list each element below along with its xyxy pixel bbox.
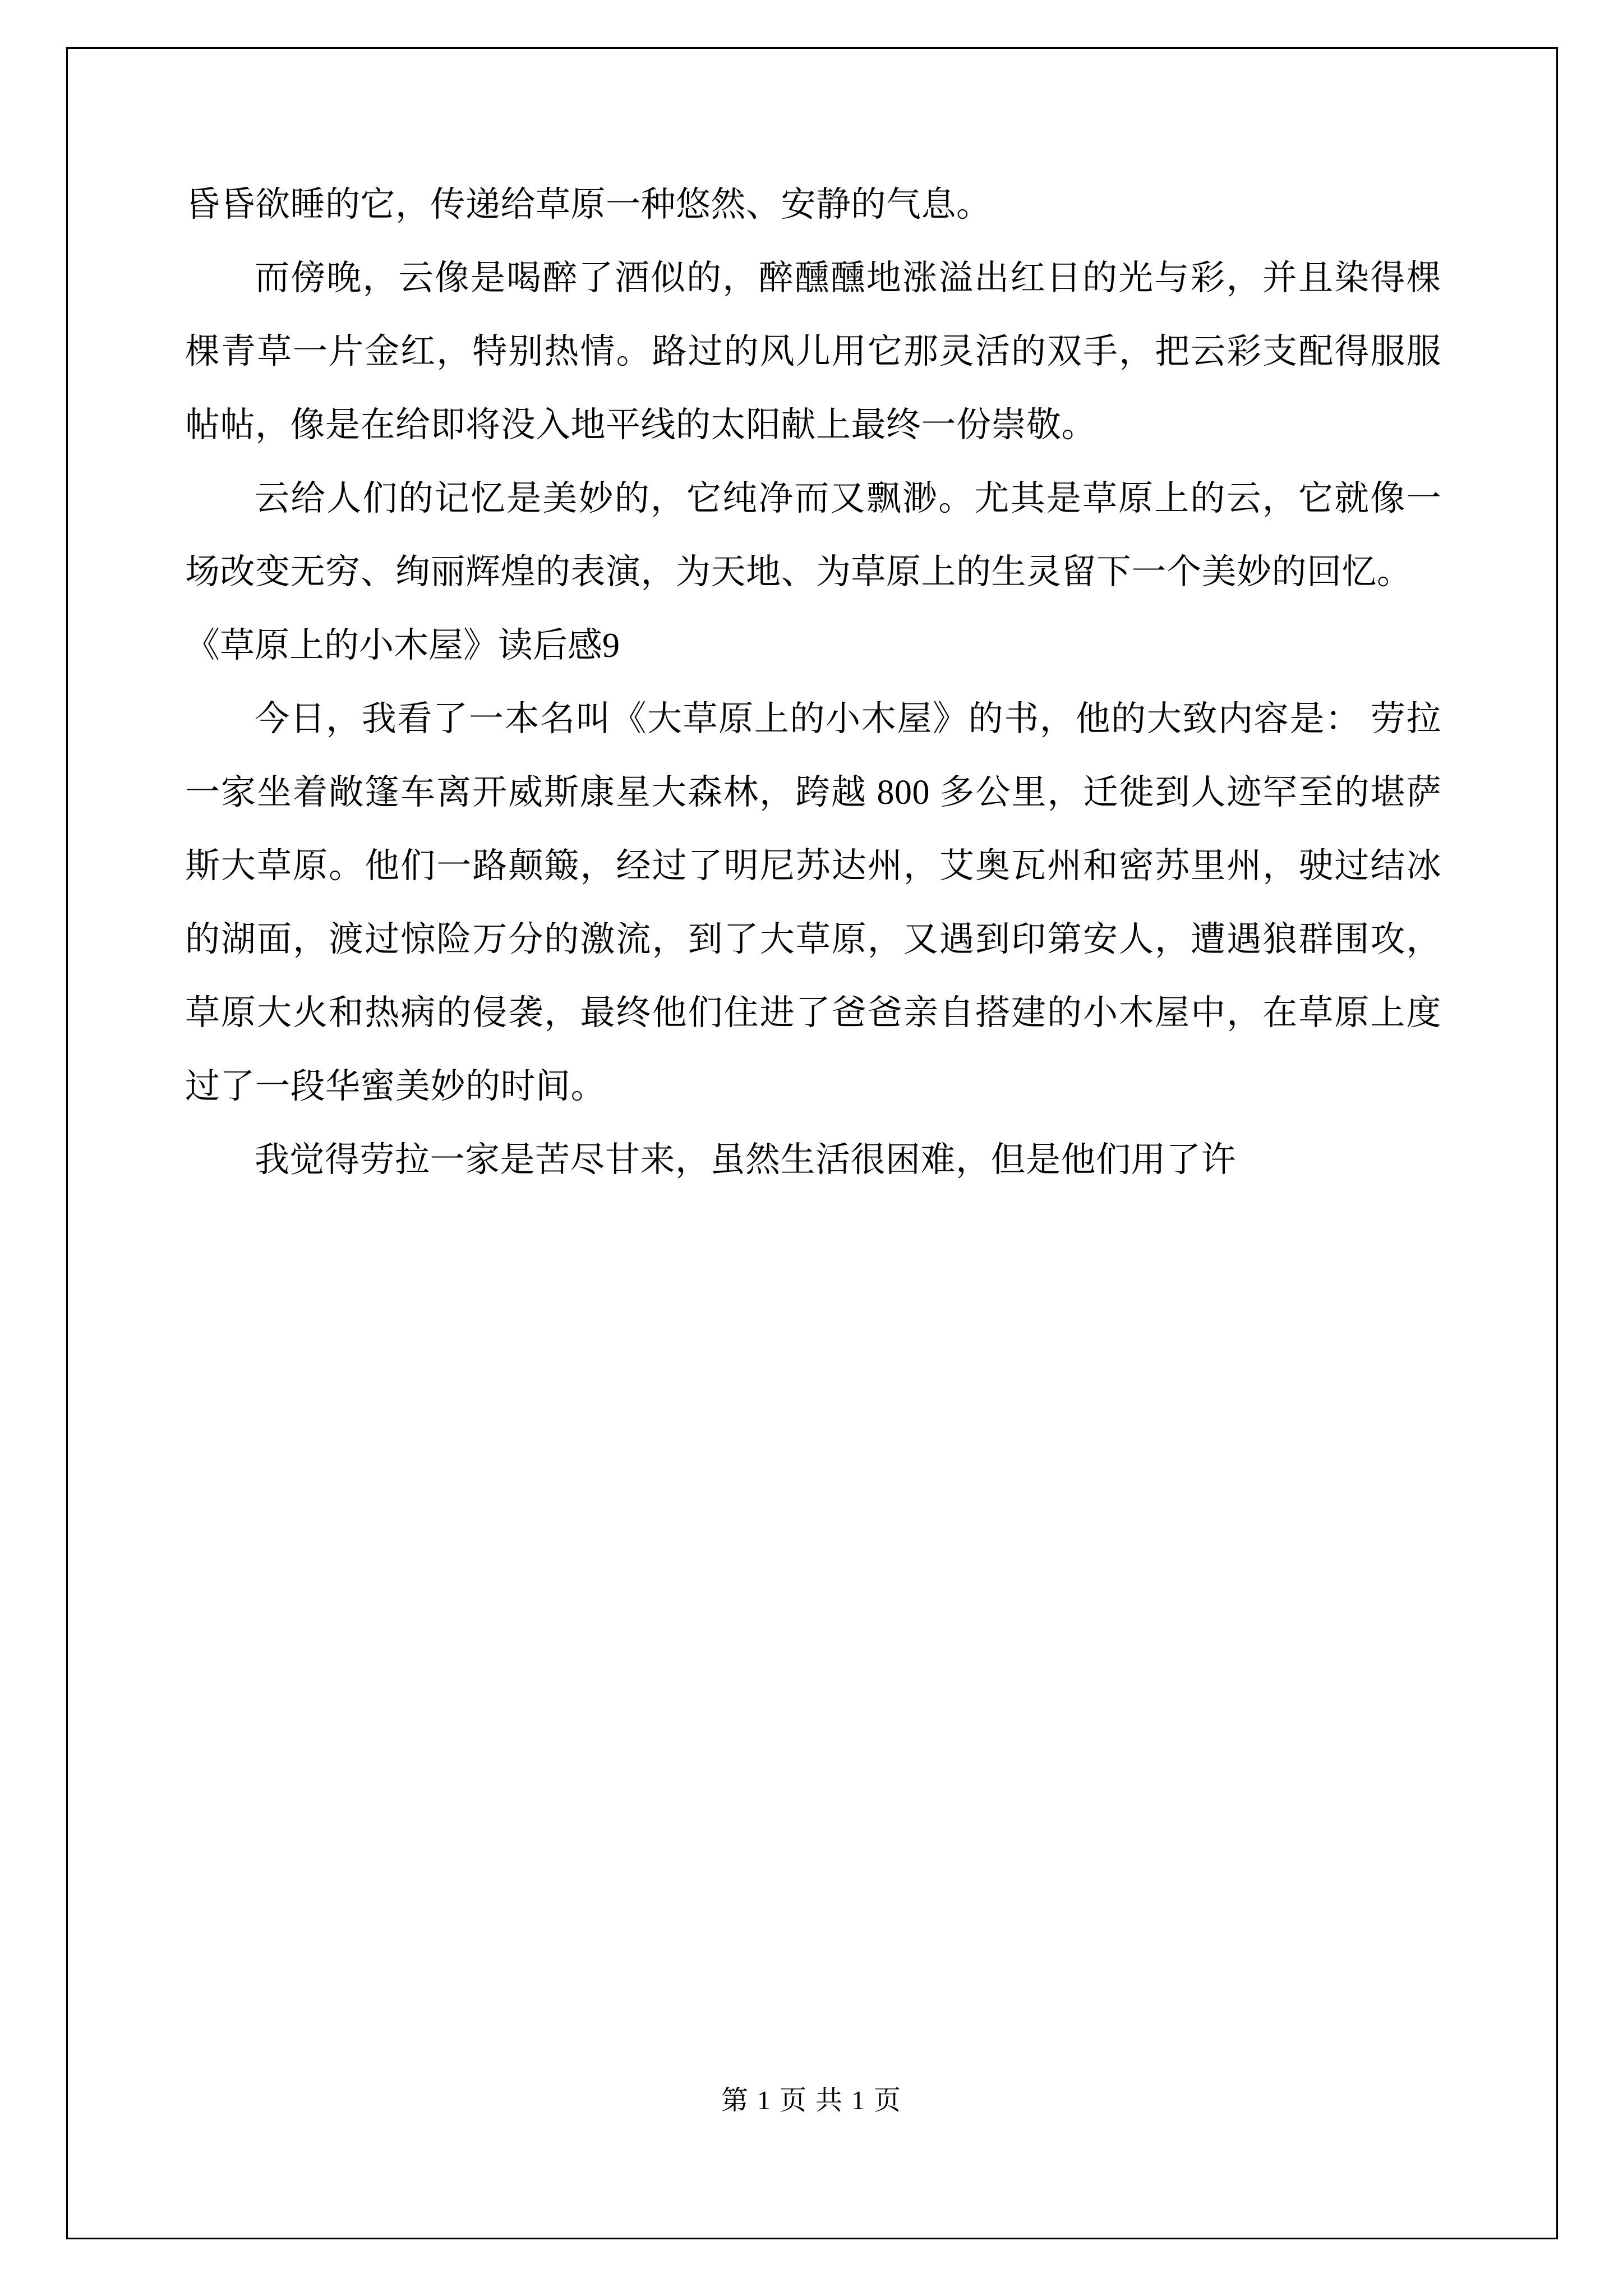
paragraph-3: 云给人们的记忆是美妙的，它纯净而又飘渺。尤其是草原上的云，它就像一场改变无穷、绚丽辉煌的表演，为天地、为草原上的生灵留下一个美妙的回忆。	[185, 480, 1441, 591]
paragraph-1: 昏昏欲睡的它，传递给草原一种悠然、安静的气息。	[185, 186, 992, 224]
page-footer: 第 1 页 共 1 页	[721, 2086, 902, 2115]
document-body	[185, 168, 1441, 1197]
section-heading: 《草原上的小木屋》读后感9	[185, 627, 620, 665]
paragraph-2: 而傍晚，云像是喝醉了酒似的，醉醺醺地涨溢出红日的光与彩，并且染得棵棵青草一片金红，特别热情。路过的风儿用它那灵活的双手，把云彩支配得服服帖帖，像是在给即将没入地平线的太阳献上最终一份崇敬。	[185, 259, 1441, 444]
paragraph-5: 今日，我看了一本名叫《大草原上的小木屋》的书，他的大致内容是： 劳拉一家坐着敞篷车离开威斯康星大森林，跨越 800 多公里，迁徙到人迹罕至的堪萨斯大草原。他们一路颠簸，经过了明尼苏达州，艾奥瓦州和密苏里州，驶过结冰的湖面，渡过惊险万分的激流，到了大草原，又遇到印第安人，遭遇狼群围攻，草原大火和热病的侵袭，最终他们住进了爸爸亲自搭建的小木屋中，在草原上度过了一段华蜜美妙的时间。	[185, 700, 1441, 1106]
paragraph-6: 我觉得劳拉一家是苦尽甘来，虽然生活很困难，但是他们用了许	[255, 1141, 1237, 1179]
